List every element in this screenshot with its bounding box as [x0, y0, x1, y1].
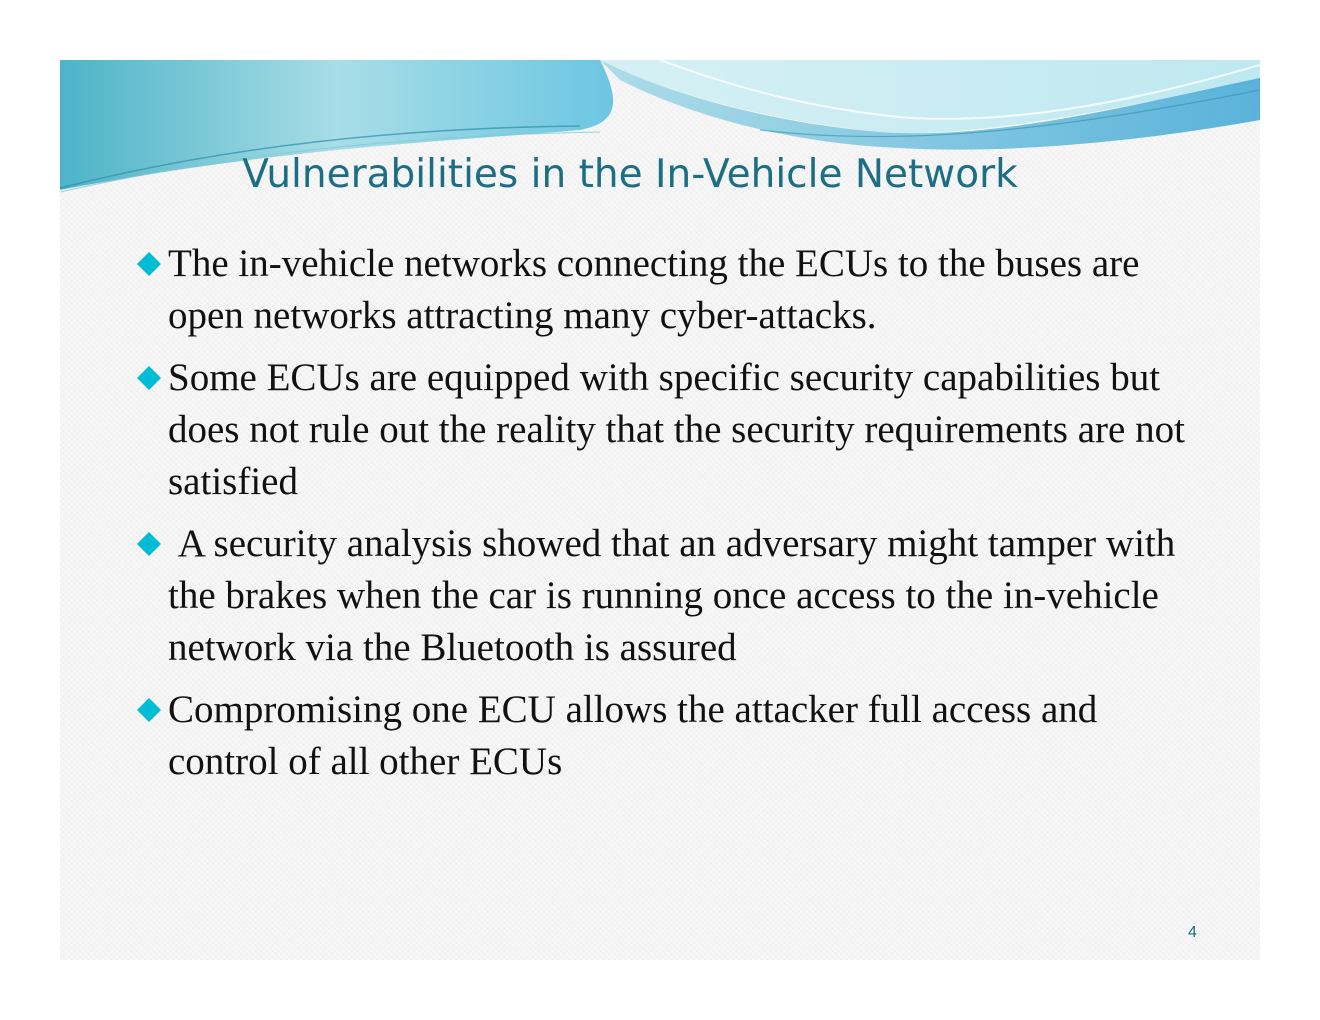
diamond-bullet-icon — [136, 531, 162, 557]
bullet-text: The in-vehicle networks connecting the ECUs to the buses are open networks attracting many cyber-attacks. — [168, 242, 1140, 337]
bullet-item — [134, 352, 1204, 508]
page-number: 4 — [1188, 924, 1197, 941]
bullet-text: Some ECUs are equipped with specific security capabilities but does not rule out the reality that the security requirements are not satisfied — [168, 356, 1185, 503]
bullet-list — [134, 238, 1204, 798]
diamond-bullet-icon — [136, 365, 162, 391]
bullet-text: A security analysis showed that an adversary might tamper with the brakes when the car is running once access to the in-vehicle network via the Bluetooth is assured — [168, 522, 1186, 669]
slide-title: Vulnerabilities in the In-Vehicle Network — [242, 152, 1018, 197]
bullet-item — [134, 518, 1204, 674]
bullet-item — [134, 238, 1204, 342]
diamond-bullet-icon — [136, 251, 162, 277]
slide — [60, 60, 1260, 960]
diamond-bullet-icon — [136, 697, 162, 723]
bullet-item — [134, 684, 1204, 788]
bullet-text: Compromising one ECU allows the attacker full access and control of all other ECUs — [168, 688, 1098, 783]
